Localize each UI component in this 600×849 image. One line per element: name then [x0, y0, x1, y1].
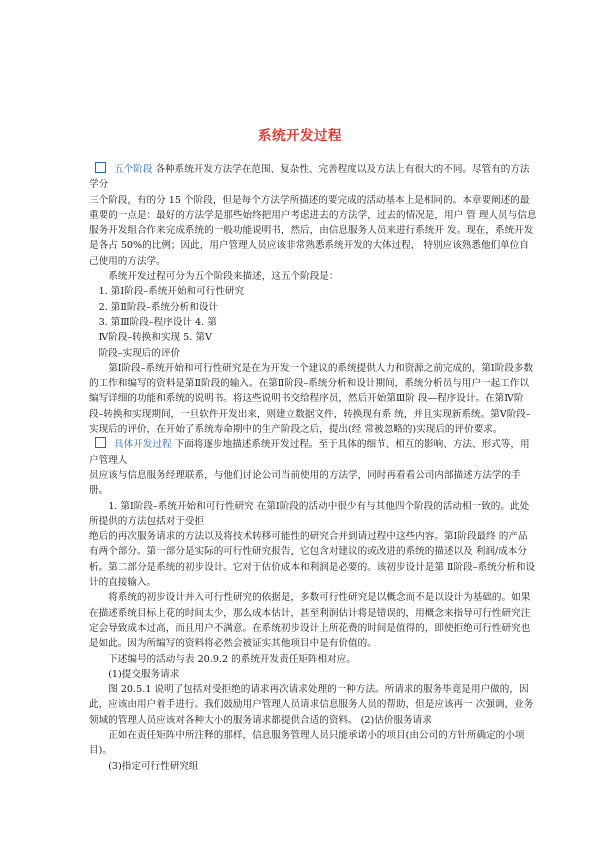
paragraph: 第Ⅰ阶段–系统开始和可行性研究是在为开发一个建议的系统提供人力和资源之前完成的，第Ⅰ阶段多数的工作和编写的资料是第Ⅱ阶段的输入。在第Ⅱ阶段–系统分析和设计期间，系统分析员与用户一起工作以编写详细的功能和系统的说明书。将这些说明书交给程序员，然后开始第Ⅲ阶 段—程序设计。在第Ⅳ阶段–转换和实现期间，一旦软件开发出来，则建立数据文件，转换现有系 统，并且实现新系统。第Ⅴ阶段–实现后的评价，在开始了系统寿命期中的生产阶段之后，提出(经 常被忽略的)实现后的评价要求。 — [89, 362, 534, 436]
paragraph: (3)指定可行性研究组 — [108, 760, 199, 772]
list-item: Ⅳ阶段–转换和实现 5. 第Ⅴ — [98, 332, 212, 344]
paragraph: 将系统的初步设计并入可行性研究的依据是，多数可行性研究是以概念而不是以设计为基础的。如果在描述系统目标上花的时间太少，那么成本估计，甚至利润估计将是错误的，用概念来指导可行性研究注定会导致成本过高，而且用户不满意。在系统初步设计上所花费的时间是值得的，即使拒绝可行性研究也是如此。因为所编写的资料将必然会被证实其他项目中是有价值的。 — [89, 592, 531, 650]
paragraph: 员应该与信息服务经理联系，与他们讨论公司当前使用的方法学，同时再看看公司内部描述方法学的手册。 — [89, 469, 521, 497]
section-2-intro — [89, 437, 537, 468]
section-2-heading: 具体开发过程 — [114, 439, 172, 451]
paragraph: 系统开发过程可分为五个阶段来描述，这五个阶段是： — [108, 271, 339, 283]
section-1-heading: 五个阶段 — [114, 164, 153, 175]
page-title: 系统开发过程 — [258, 128, 342, 144]
paragraph: 图 20.5.1 说明了包括对受拒绝的请求再次请求处理的一种方法。所请求的服务毕竟是用户做的，因此，应该由用户着手进行。我们鼓励用户管理人员请求信息服务人员的帮助，但是应该再一 次强调，业务领域的管理人员应该对各种大小的服务请求都提供合适的资料。 (2)估价服务请求 — [89, 684, 534, 726]
section-1-intro — [89, 162, 537, 193]
section-2-lead: 下面将逐步地描述系统开发过程。至于具体的细节、相互的影响、方法、形式等，用户管理人 — [89, 439, 530, 466]
paragraph: 绝后的再次服务请求的方法以及将技术转移可能性的研究合并到请过程中这些内容。第Ⅰ阶段最终 的产品有两个部分。第一部分是实际的可行性研究报告，它包含对建议的或改进的系统的描述以及 利润/成本分析。第二部分是系统的初步设计。它对于估价成本和利润是必要的。该初步设计是第 Ⅱ阶段–系统分析和设计的直接输入。 — [89, 531, 536, 589]
document-body — [89, 162, 537, 774]
section-1-lead: 各种系统开发方法学在范围、复杂性、完善程度以及方法上有很大的不同。尽管有的方法学分 — [89, 164, 530, 191]
checkbox-icon — [95, 437, 106, 448]
list-item: 1. 第Ⅰ阶段–系统开始和可行性研究 — [98, 286, 245, 298]
paragraph: (1)提交服务请求 — [108, 668, 180, 680]
list-item: 2. 第Ⅱ阶段–系统分析和设计 — [98, 301, 219, 313]
paragraph: 下述编号的活动与表 20.9.2 的系统开发责任矩阵相对应。 — [108, 653, 356, 665]
paragraph: 1. 第Ⅰ阶段–系统开始和可行性研究 在第Ⅰ阶段的活动中很少有与其他四个阶段的活动相一致的。此处所提供的方法包括对于受拒 — [89, 500, 530, 527]
list-item: 阶段–实现后的评价 — [98, 347, 181, 359]
paragraph: 正如在责任矩阵中所注释的那样，信息服务管理人员只能承诺小的项目(由公司的方针所确定的小项目)。 — [89, 729, 525, 757]
checkbox-icon — [95, 162, 106, 173]
paragraph: 三个阶段，有的分 15 个阶段，但是每个方法学所描述的要完成的活动基本上是相同的。本章要阐述的最重要的一点是：最好的方法学是那些始终把用户考虑进去的方法学，过去的情况是，用户 管 理人员与信息服务开发组合作来完成系统的一般功能说明书，然后，由信息服务人员来进行系统开 发。现在，系统开发是各占 50%的比例；因此，用户管理人员应该非常熟悉系统开发的大体过程， 特别应该熟悉他们单位自己使用的方法学。 — [89, 194, 537, 267]
list-item: 3. 第Ⅲ阶段–程序设计 4. 第 — [98, 316, 217, 328]
